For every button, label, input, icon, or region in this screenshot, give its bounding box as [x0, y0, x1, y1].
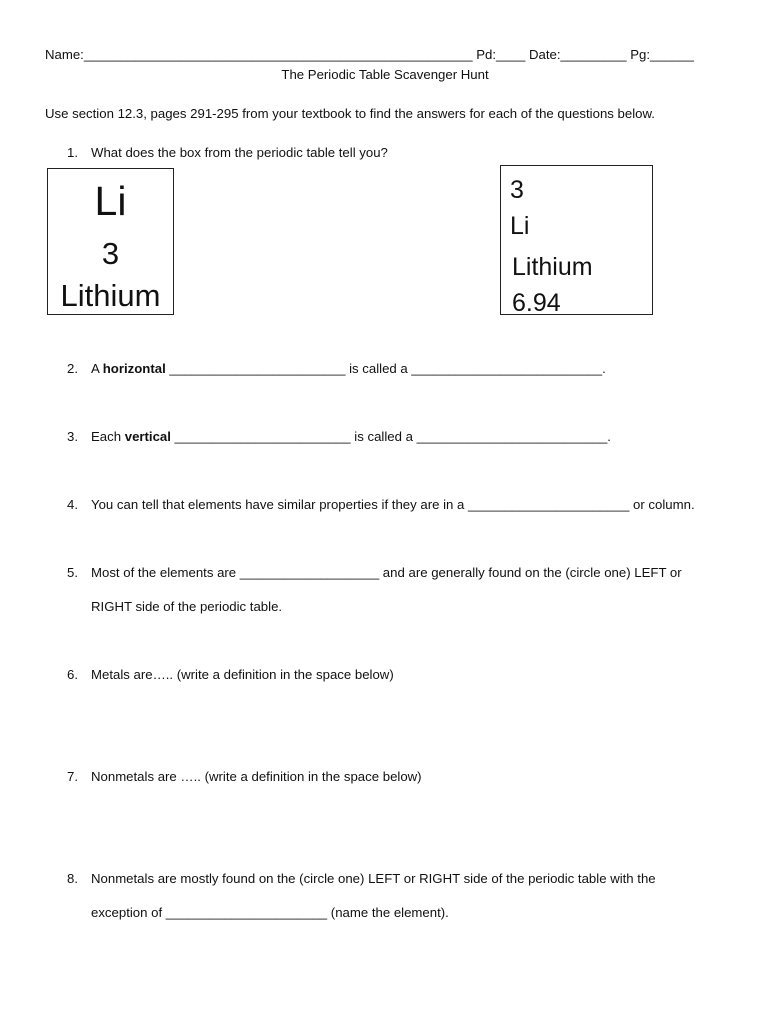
- question-2-text: [91, 362, 606, 375]
- element-box-right-mass: 6.94: [512, 289, 561, 317]
- question-3-bold: vertical: [124, 429, 171, 444]
- element-box-left-symbol: Li: [94, 178, 127, 224]
- question-5-number: 5.: [67, 565, 78, 580]
- question-8-line-1: Nonmetals are mostly found on the (circle one) LEFT or RIGHT side of the periodic table with the: [91, 871, 656, 886]
- question-4-text: You can tell that elements have similar properties if they are in a ______________________ or column.: [91, 497, 695, 512]
- element-box-right-number: 3: [510, 176, 524, 204]
- question-5-line-2: RIGHT side of the periodic table.: [91, 599, 283, 614]
- question-3-post: ________________________ is called a __________________________.: [170, 429, 611, 444]
- question-4-number: 4.: [67, 497, 78, 512]
- question-6-number: 6.: [67, 667, 78, 682]
- instructions: Use section 12.3, pages 291-295 from your textbook to find the answers for each of the questions below.: [45, 106, 655, 121]
- question-2-bold: horizontal: [102, 361, 166, 376]
- element-box-right-name: Lithium: [512, 253, 593, 281]
- question-3-pre: Each: [91, 429, 125, 444]
- element-box-left-number: 3: [101, 236, 120, 271]
- question-2-pre: A: [91, 361, 103, 376]
- question-8-number: 8.: [67, 871, 78, 886]
- question-2-post: ________________________ is called a __________________________.: [165, 361, 606, 376]
- element-box-left: [47, 168, 174, 315]
- worksheet-title: The Periodic Table Scavenger Hunt: [281, 67, 489, 82]
- question-2-number: 2.: [67, 361, 78, 376]
- question-7-text: Nonmetals are ….. (write a definition in the space below): [91, 769, 422, 784]
- question-7-number: 7.: [67, 769, 78, 784]
- question-3-text: [91, 430, 611, 443]
- element-box-right: [500, 165, 653, 315]
- question-8-line-2: exception of ______________________ (name the element).: [91, 905, 449, 920]
- header-name-line: Name:_____________________________________________________ Pd:____ Date:_________ Pg:______: [45, 47, 695, 62]
- question-6-text: Metals are….. (write a definition in the space below): [91, 667, 394, 682]
- question-3-number: 3.: [67, 429, 78, 444]
- question-5-line-1: Most of the elements are ___________________ and are generally found on the (circle one) LEFT or: [91, 565, 682, 580]
- element-box-left-name: Lithium: [60, 278, 161, 313]
- question-1-number: 1.: [67, 145, 78, 160]
- element-box-right-symbol: Li: [510, 212, 530, 240]
- question-1-text: What does the box from the periodic table tell you?: [91, 145, 388, 160]
